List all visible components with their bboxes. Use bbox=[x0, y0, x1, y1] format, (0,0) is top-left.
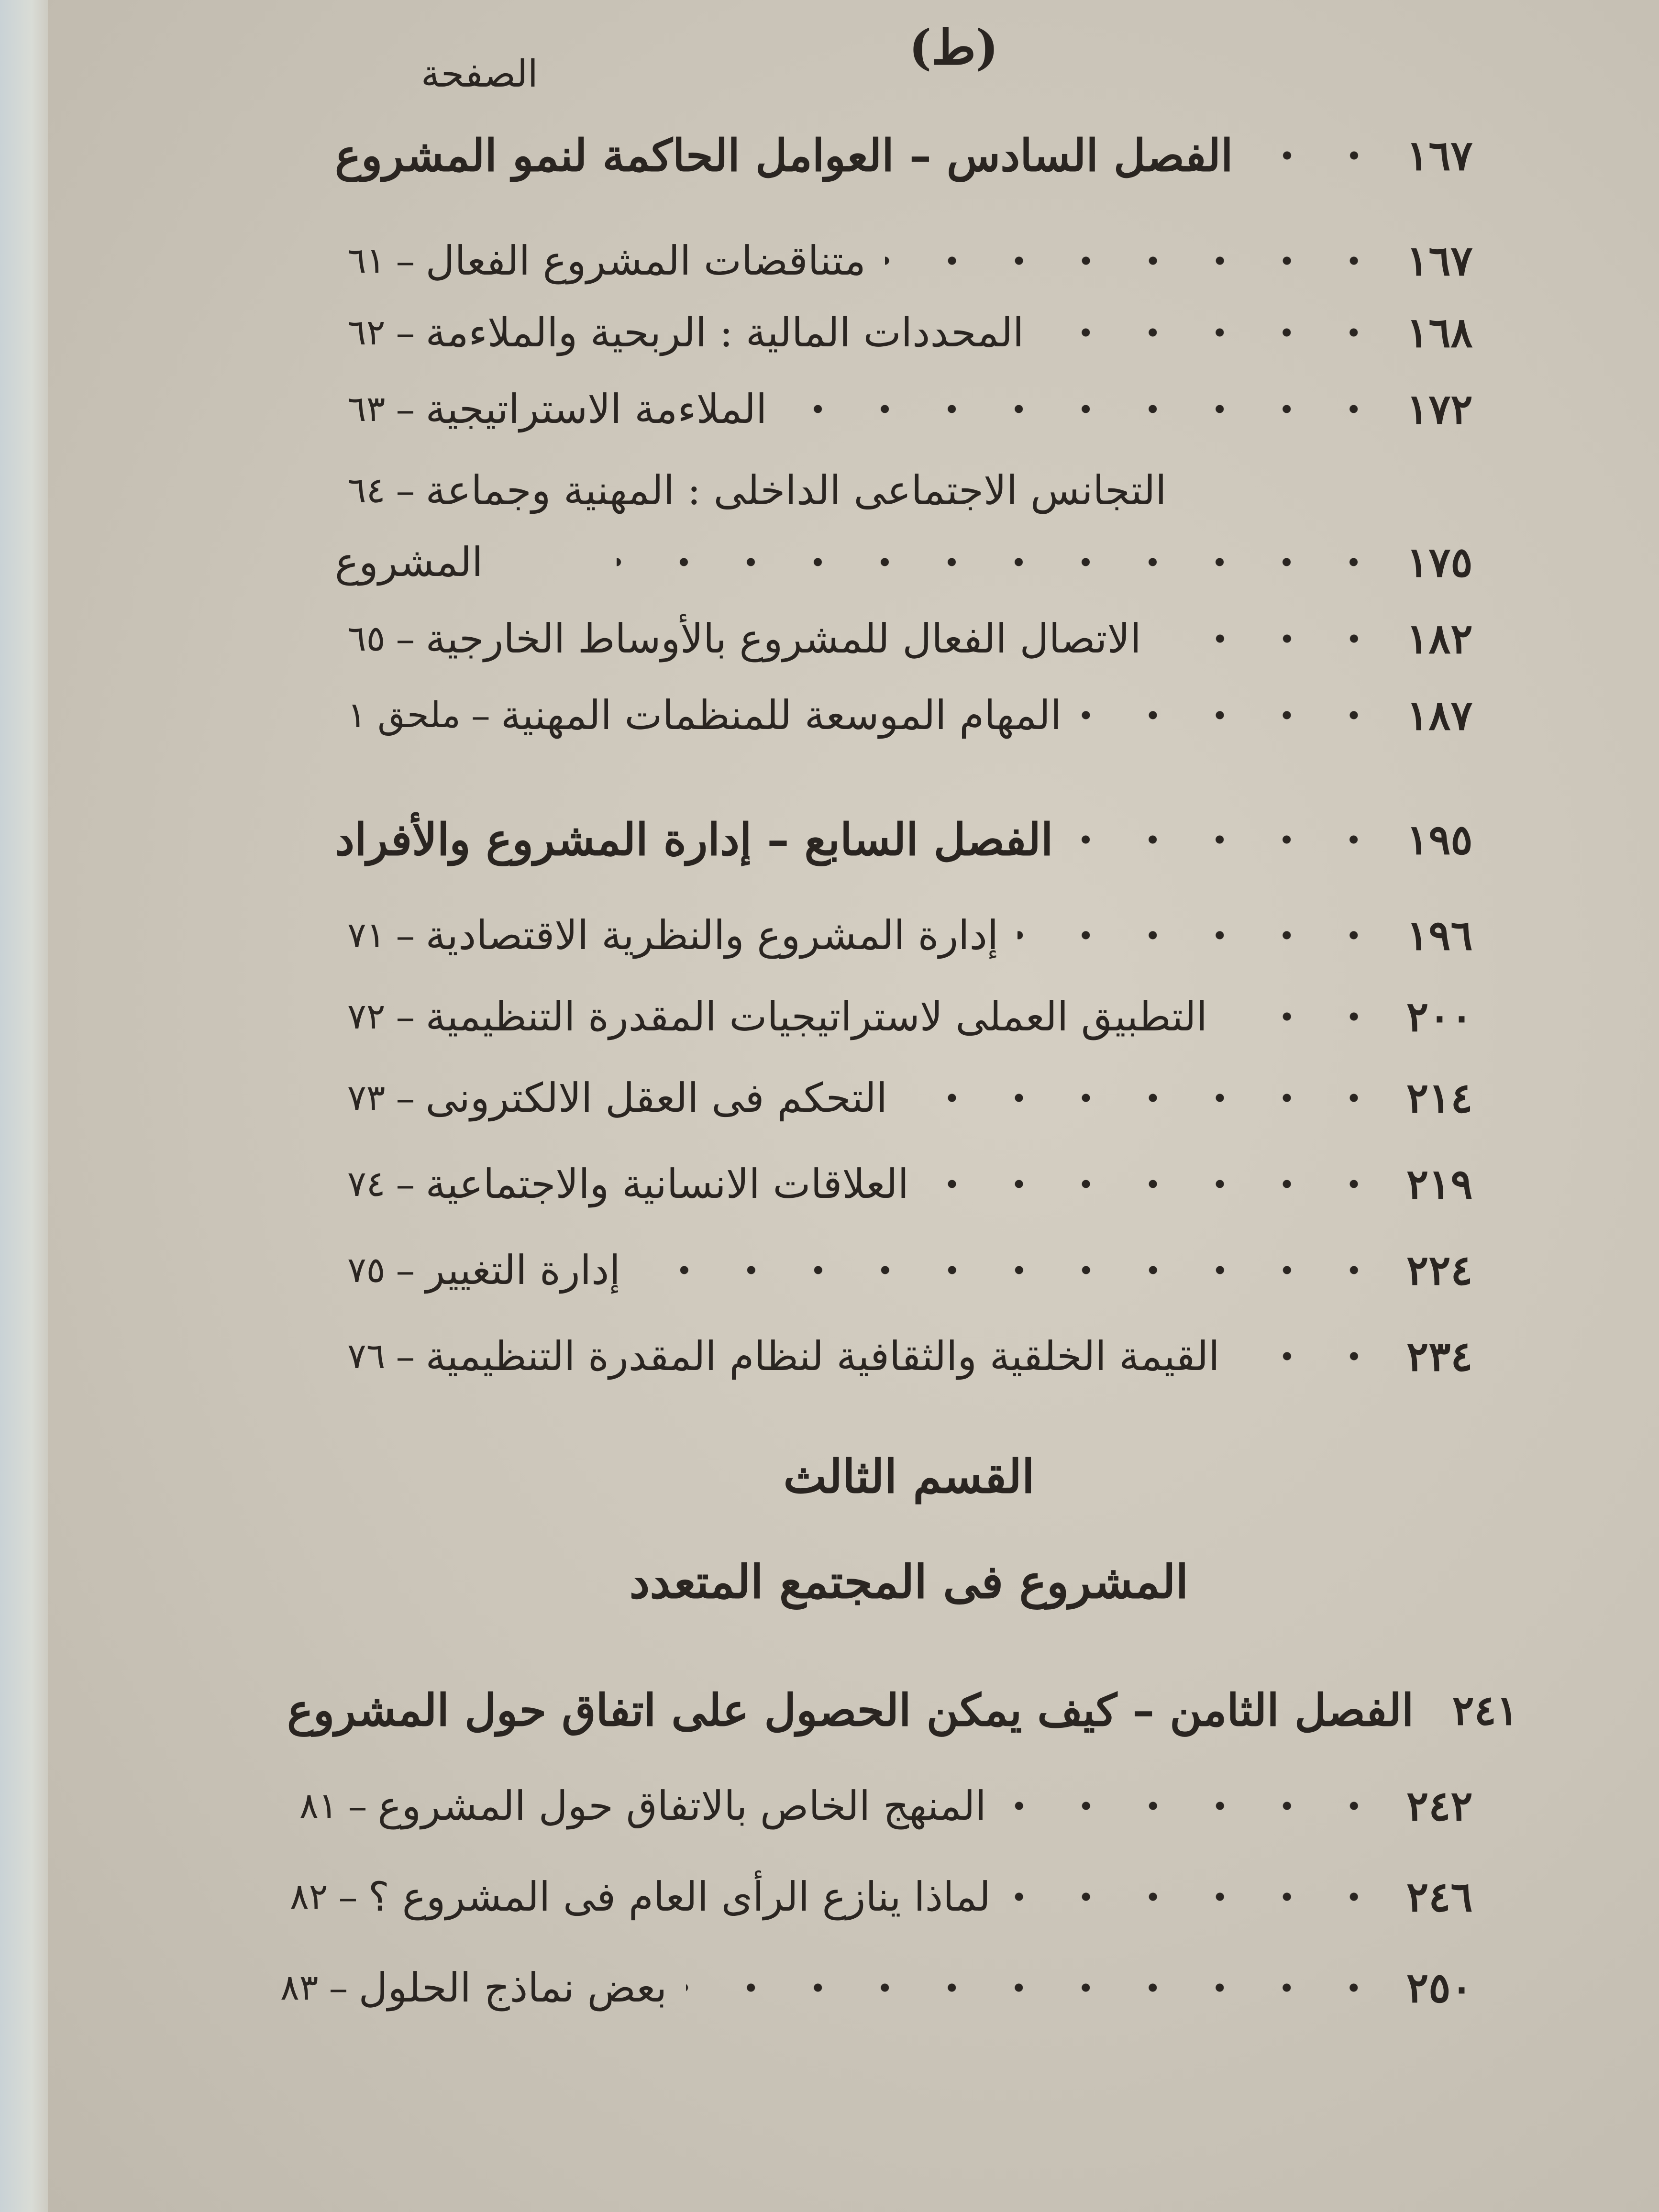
entry-title: المهام الموسعة للمنظمات المهنية bbox=[500, 692, 1062, 739]
dot-leader bbox=[1010, 1891, 1387, 1902]
entry-title-continued: المشروع bbox=[335, 539, 483, 586]
page-number: ١٧٢ bbox=[1406, 385, 1473, 433]
toc-entry-row bbox=[335, 373, 1483, 445]
page-column-heading: الصفحة bbox=[421, 53, 538, 96]
page-number: ١٩٥ bbox=[1406, 815, 1473, 864]
dot-leader bbox=[1227, 1011, 1387, 1022]
entry-number: ٧٦ bbox=[347, 1336, 386, 1377]
entry-title: لماذا ينازع الرأى العام فى المشروع ؟ bbox=[368, 1873, 991, 1920]
toc-entry-row bbox=[335, 297, 1483, 368]
page-number: ٢٠٠ bbox=[1406, 992, 1473, 1041]
toc-entry-row bbox=[335, 1062, 1483, 1134]
dot-leader bbox=[1252, 150, 1387, 161]
entry-title: المحددات المالية : الربحية والملاءمة bbox=[425, 309, 1024, 356]
toc-entry-row bbox=[335, 603, 1483, 675]
dot-leader bbox=[686, 1982, 1387, 1993]
dot-leader bbox=[1081, 710, 1387, 720]
page-number: ٢١٩ bbox=[1406, 1160, 1473, 1208]
page-number: ٢١٤ bbox=[1406, 1073, 1473, 1122]
entry-number: ٨٢ bbox=[290, 1876, 328, 1917]
entry-number: ٨٣ bbox=[280, 1967, 319, 2008]
toc-entry-row bbox=[335, 225, 1483, 297]
section-title: المشروع فى المجتمع المتعدد bbox=[629, 1555, 1189, 1609]
entry-title: إدارة التغيير bbox=[425, 1247, 620, 1294]
entry-number: ٧١ bbox=[347, 915, 386, 956]
entry-title: متناقضات المشروع الفعال bbox=[425, 237, 866, 284]
entry-number: ٧٣ bbox=[347, 1077, 386, 1118]
page-number: ١٧٥ bbox=[1406, 538, 1473, 586]
toc-entry-row bbox=[287, 1770, 1483, 1842]
toc-entry-row bbox=[268, 1952, 1483, 2024]
toc-chapter-row bbox=[287, 1674, 1519, 1746]
toc-entry-row bbox=[335, 454, 1483, 526]
entry-number: ٦٤ bbox=[347, 470, 386, 511]
page-number: ٢٤٢ bbox=[1406, 1781, 1473, 1830]
entry-dash: – bbox=[396, 310, 415, 355]
toc-entry-row bbox=[335, 679, 1483, 751]
dot-leader bbox=[1072, 834, 1387, 845]
dot-leader bbox=[617, 557, 1387, 567]
toc-entry-row bbox=[335, 1148, 1483, 1220]
chapter-title: الفصل الثامن – كيف يمكن الحصول على اتفاق حول المشروع bbox=[287, 1684, 1414, 1736]
page-number: ١٦٨ bbox=[1406, 308, 1473, 357]
toc-chapter-row bbox=[335, 804, 1483, 875]
entry-title: العلاقات الانسانية والاجتماعية bbox=[425, 1161, 909, 1207]
entry-number: ٦١ bbox=[347, 240, 386, 281]
dot-leader bbox=[1006, 1801, 1387, 1811]
entry-number: ٦٥ bbox=[347, 618, 386, 659]
entry-dash: – bbox=[396, 616, 415, 661]
entry-title: إدارة المشروع والنظرية الاقتصادية bbox=[425, 912, 999, 959]
entry-number: ٨١ bbox=[299, 1785, 338, 1826]
dot-leader bbox=[907, 1093, 1387, 1103]
entry-number: ٧٢ bbox=[347, 996, 386, 1037]
toc-entry-row bbox=[277, 1861, 1483, 1933]
page-number: ١٨٧ bbox=[1406, 691, 1473, 740]
page-number: ١٩٦ bbox=[1406, 911, 1473, 960]
entry-number: ملحق ١ bbox=[347, 695, 461, 736]
entry-title: التجانس الاجتماعى الداخلى : المهنية وجماعة bbox=[425, 467, 1167, 514]
page-number: ٢٣٤ bbox=[1406, 1332, 1473, 1381]
entry-dash: – bbox=[471, 693, 490, 738]
dot-leader bbox=[928, 1179, 1387, 1189]
entry-title: المنهج الخاص بالاتفاق حول المشروع bbox=[377, 1782, 986, 1829]
entry-number: ٦٢ bbox=[347, 312, 386, 353]
dot-leader bbox=[1239, 1351, 1387, 1361]
page-number: ١٦٧ bbox=[1406, 236, 1473, 285]
entry-title: التحكم فى العقل الالكترونى bbox=[425, 1074, 888, 1121]
entry-dash: – bbox=[396, 1075, 415, 1120]
entry-dash: – bbox=[396, 994, 415, 1039]
page-number: ١٦٧ bbox=[1406, 131, 1473, 180]
entry-dash: – bbox=[396, 913, 415, 958]
page-number: ٢٤١ bbox=[1452, 1686, 1519, 1735]
chapter-title: الفصل السابع – إدارة المشروع والأفراد bbox=[335, 814, 1053, 865]
entry-dash: – bbox=[348, 1783, 367, 1828]
dot-leader bbox=[1043, 327, 1387, 338]
dot-leader bbox=[885, 255, 1387, 266]
book-page bbox=[48, 0, 1659, 2212]
entry-dash: – bbox=[329, 1965, 348, 2010]
chapter-title: الفصل السادس – العوامل الحاكمة لنمو المشروع bbox=[335, 130, 1233, 181]
toc-entry-row bbox=[335, 1320, 1483, 1392]
entry-number: ٧٤ bbox=[347, 1163, 386, 1205]
entry-dash: – bbox=[338, 1874, 358, 1919]
dot-leader bbox=[640, 1265, 1387, 1275]
entry-dash: – bbox=[396, 1334, 415, 1379]
page-number: ٢٢٤ bbox=[1406, 1246, 1473, 1294]
entry-dash: – bbox=[396, 1248, 415, 1293]
entry-title: القيمة الخلقية والثقافية لنظام المقدرة التنظيمية bbox=[425, 1333, 1220, 1380]
entry-dash: – bbox=[396, 468, 415, 513]
page-mark: (ط) bbox=[909, 19, 999, 76]
entry-title: الملاءمة الاستراتيجية bbox=[425, 386, 767, 432]
toc-entry-row-continued bbox=[335, 526, 1483, 598]
toc-entry-row bbox=[335, 981, 1483, 1052]
toc-chapter-row bbox=[335, 120, 1483, 191]
page-number: ١٨٢ bbox=[1406, 614, 1473, 663]
dot-leader bbox=[1018, 930, 1387, 940]
entry-title: الاتصال الفعال للمشروع بالأوساط الخارجية bbox=[425, 615, 1141, 662]
page-number: ٢٥٠ bbox=[1406, 1963, 1473, 2012]
section-label: القسم الثالث bbox=[783, 1449, 1035, 1504]
entry-number: ٧٥ bbox=[347, 1250, 386, 1291]
page-number: ٢٤٦ bbox=[1406, 1872, 1473, 1921]
entry-title: التطبيق العملى لاستراتيجيات المقدرة التنظيمية bbox=[425, 993, 1207, 1040]
dot-leader bbox=[786, 404, 1387, 414]
toc-entry-row bbox=[335, 1234, 1483, 1306]
entry-dash: – bbox=[396, 1161, 415, 1206]
toc-entry-row bbox=[335, 899, 1483, 971]
entry-dash: – bbox=[396, 387, 415, 431]
entry-number: ٦٣ bbox=[347, 388, 386, 430]
entry-dash: – bbox=[396, 238, 415, 283]
entry-title: بعض نماذج الحلول bbox=[358, 1964, 667, 2011]
dot-leader bbox=[1161, 633, 1387, 644]
